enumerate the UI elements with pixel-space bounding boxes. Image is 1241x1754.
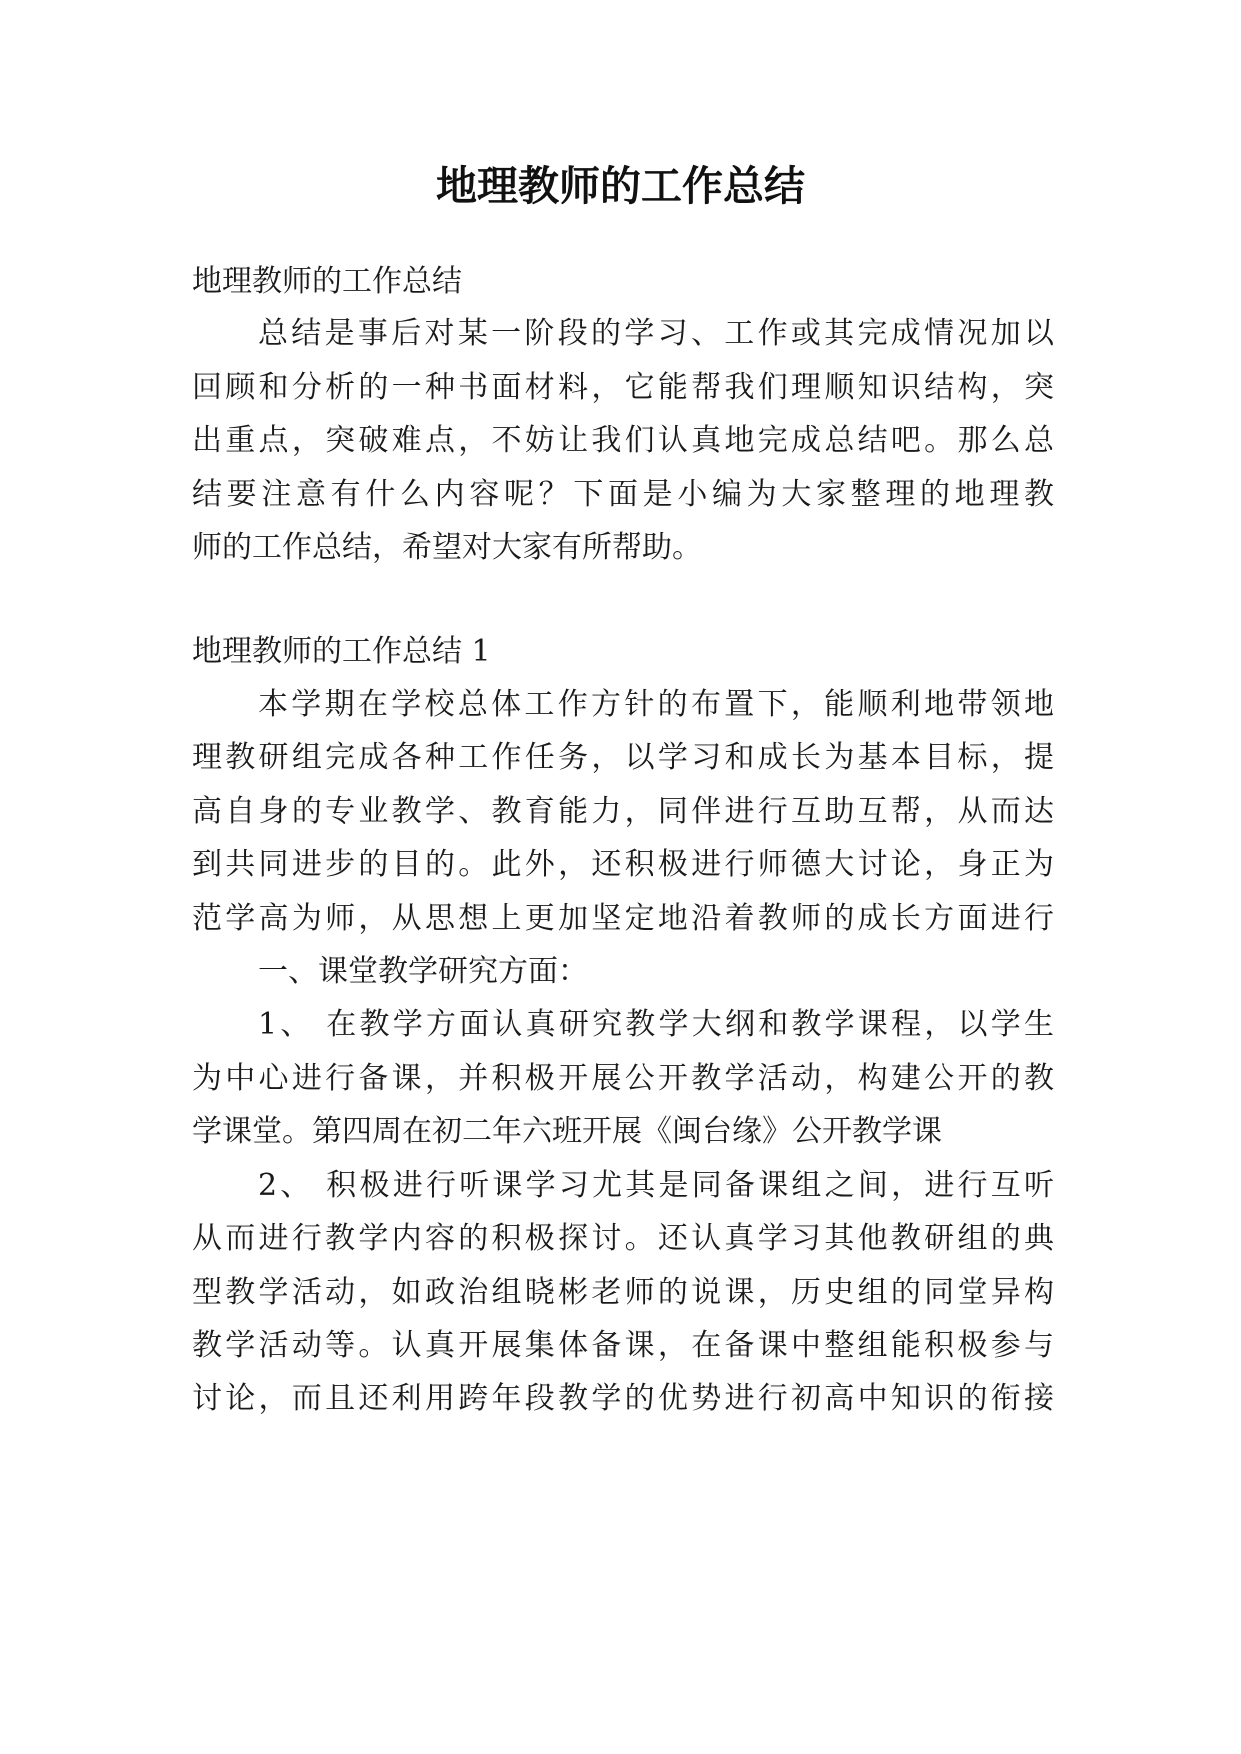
list-item-line: 学课堂。第四周在初二年六班开展《闽台缘》公开教学课: [192, 1114, 942, 1149]
paragraph-line: 出重点，突破难点，不妨让我们认真地完成总结吧。那么总: [192, 423, 1054, 458]
paragraph-line: 总结是事后对某一阶段的学习、工作或其完成情况加以: [258, 316, 1054, 351]
list-item-line: 型教学活动，如政治组晓彬老师的说课，历史组的同堂异构: [192, 1275, 1054, 1310]
paragraph-line: 本学期在学校总体工作方针的布置下，能顺利地带领地: [258, 687, 1054, 722]
list-item-line: 2、 积极进行听课学习尤其是同备课组之间，进行互听: [258, 1168, 1054, 1203]
list-item-line: 讨论，而且还利用跨年段教学的优势进行初高中知识的衔接: [192, 1381, 1054, 1416]
document-title: 地理教师的工作总结: [436, 162, 805, 210]
section-heading: 地理教师的工作总结 1: [192, 634, 491, 669]
list-item-line: 为中心进行备课，并积极开展公开教学活动，构建公开的教: [192, 1061, 1054, 1096]
list-item-line: 教学活动等。认真开展集体备课，在备课中整组能积极参与: [192, 1328, 1054, 1363]
paragraph-line: 回顾和分析的一种书面材料，它能帮我们理顺知识结构，突: [192, 370, 1054, 405]
list-item-line: 1、 在教学方面认真研究教学大纲和教学课程，以学生: [258, 1007, 1054, 1042]
paragraph-line: 范学高为师，从思想上更加坚定地沿着教师的成长方面进行: [192, 901, 1054, 936]
paragraph-line: 理教研组完成各种工作任务，以学习和成长为基本目标，提: [192, 740, 1054, 775]
list-item-line: 从而进行教学内容的积极探讨。还认真学习其他教研组的典: [192, 1221, 1054, 1256]
paragraph-line: 结要注意有什么内容呢？下面是小编为大家整理的地理教: [192, 477, 1054, 512]
intro-heading: 地理教师的工作总结: [192, 264, 462, 299]
subsection-heading: 一、课堂教学研究方面：: [258, 954, 588, 989]
paragraph-line: 到共同进步的目的。此外，还积极进行师德大讨论，身正为: [192, 847, 1054, 882]
paragraph-line: 师的工作总结，希望对大家有所帮助。: [192, 530, 702, 565]
paragraph-line: 高自身的专业教学、教育能力，同伴进行互助互帮，从而达: [192, 794, 1054, 829]
